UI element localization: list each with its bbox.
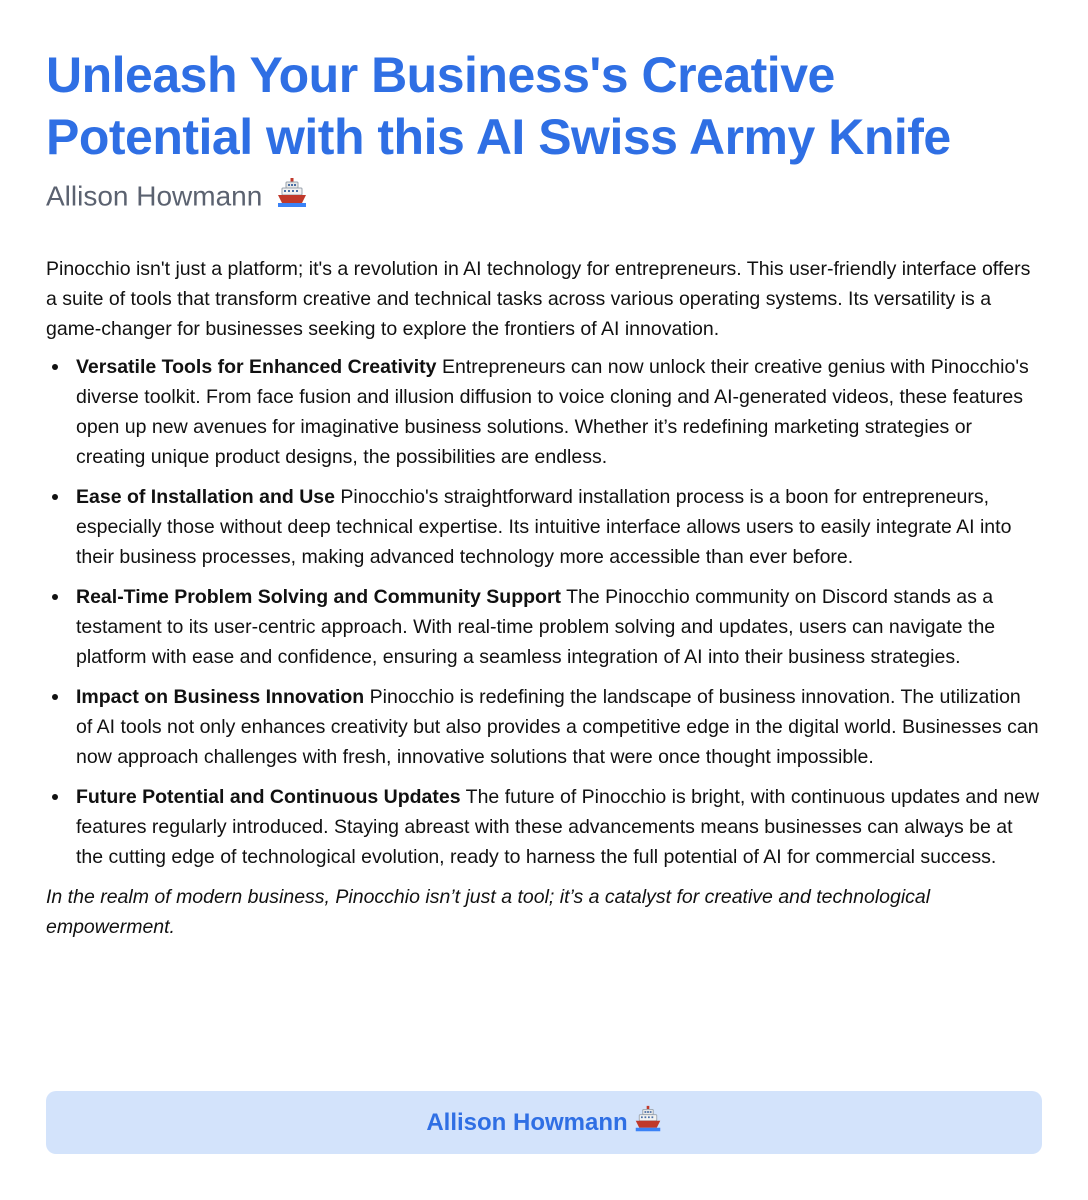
list-item bbox=[76, 352, 1042, 472]
list-item-body: Pinocchio is redefining the landscape of business innovation. The utilization of AI tools not only enhances creativity but also provides a competitive edge in the digital world. Businesses can now approach challenges with fresh, innovative solutions that were once thought impossible. bbox=[76, 686, 1039, 768]
bullet-icon bbox=[52, 364, 58, 370]
feature-list bbox=[46, 352, 1042, 872]
ship-icon bbox=[276, 176, 308, 220]
list-item-heading: Real-Time Problem Solving and Community Support bbox=[76, 586, 562, 608]
list-item bbox=[76, 582, 1042, 672]
bullet-icon bbox=[52, 594, 58, 600]
list-item-heading: Ease of Installation and Use bbox=[76, 486, 335, 508]
author-button[interactable] bbox=[46, 1091, 1042, 1154]
list-item bbox=[76, 782, 1042, 872]
page-title: Unleash Your Business's Creative Potential with this AI Swiss Army Knife bbox=[46, 47, 951, 165]
author-button-label: Allison Howmann bbox=[426, 1108, 628, 1136]
list-item-body: Pinocchio's straightforward installation process is a boon for entrepreneurs, especially those without deep technical expertise. Its intuitive interface allows users to easily integrate AI into their business processes, making advanced technology more accessible than ever before. bbox=[76, 486, 1012, 568]
closing-paragraph: In the realm of modern business, Pinocchio isn’t just a tool; it’s a catalyst for creative and technological empowerment. bbox=[46, 886, 931, 938]
bullet-icon bbox=[52, 794, 58, 800]
bullet-icon bbox=[52, 494, 58, 500]
bullet-icon bbox=[52, 694, 58, 700]
list-item-heading: Future Potential and Continuous Updates bbox=[76, 786, 461, 808]
author-line bbox=[46, 176, 1042, 220]
list-item-body: The Pinocchio community on Discord stands as a testament to its user-centric approach. With real-time problem solving and updates, users can navigate the platform with ease and confidence, ensuring a seamless integration of AI into their business strategies. bbox=[76, 586, 996, 668]
list-item-heading: Impact on Business Innovation bbox=[76, 686, 365, 708]
list-item bbox=[76, 682, 1042, 772]
list-item bbox=[76, 482, 1042, 572]
list-item-heading: Versatile Tools for Enhanced Creativity bbox=[76, 356, 437, 378]
ship-icon bbox=[634, 1104, 662, 1141]
list-item-body: The future of Pinocchio is bright, with continuous updates and new features regularly introduced. Staying abreast with these advancements means businesses can always be at the cutting edge of technological evolution, ready to harness the full potential of AI for commercial success. bbox=[76, 786, 1040, 868]
list-item-body: Entrepreneurs can now unlock their creative genius with Pinocchio's diverse toolkit. From face fusion and illusion diffusion to voice cloning and AI-generated videos, these features open up new avenues for imaginative business solutions. Whether it’s redefining marketing strategies or creating unique product designs, the possibilities are endless. bbox=[76, 356, 1029, 468]
author-name: Allison Howmann bbox=[46, 180, 263, 212]
intro-paragraph: Pinocchio isn't just a platform; it's a revolution in AI technology for entrepreneurs. This user-friendly interface offers a suite of tools that transform creative and technical tasks across various operating systems. Its versatility is a game-changer for businesses seeking to explore the frontiers of AI innovation. bbox=[46, 258, 1031, 340]
